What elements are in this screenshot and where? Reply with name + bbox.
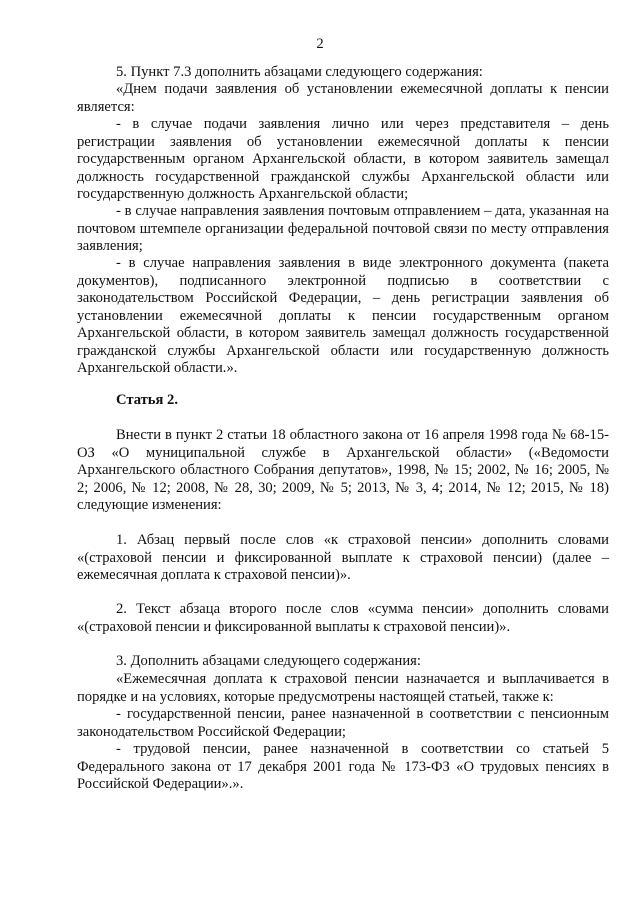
paragraph-bullet-postal: - в случае направления заявления почтовым отправлением – дата, указанная на почтовом штемпеле организации федеральной почтовой связи по месту отправления заявления;: [77, 203, 609, 254]
paragraph-change-3: 3. Дополнить абзацами следующего содержания:: [116, 653, 421, 669]
paragraph-quote-intro: «Днем подачи заявления об установлении ежемесячной доплаты к пенсии является:: [77, 81, 609, 115]
paragraph-bullet-personal: - в случае подачи заявления лично или через представителя – день регистрации заявления об установлении ежемесячной доплаты к пенсии государственным органом Архангельской области, в котором заявитель замещал должность государственной гражданской службы Архангельской области или государственную должность Архангельской области;: [77, 116, 609, 202]
paragraph-change-2: 2. Текст абзаца второго после слов «сумма пенсии» дополнить словами «(страховой пенсии и фиксированной выплаты к страховой пенсии)».: [77, 601, 609, 635]
paragraph-bullet-electronic: - в случае направления заявления в виде электронного документа (пакета документов), подписанного электронной подписью в соответствии с законодательством Российской Федерации, – день регистрации заявления об установлении ежемесячной доплаты к пенсии государственным органом Архангельской области, в котором заявитель замещал должность государственной гражданской службы Архангельской области или государственную должность Архангельской области.».: [77, 255, 609, 376]
paragraph-article2-intro: Внести в пункт 2 статьи 18 областного закона от 16 апреля 1998 года № 68-15-ОЗ «О муниципальной службе в Архангельской области» («Ведомости Архангельского областного Собрания депутатов», 1998, № 15; 2002, № 16; 2005, № 2; 2006, № 12; 2008, № 28, 30; 2009, № 5; 2013, № 3, 4; 2014, № 12; 2015, № 18) следующие изменения:: [77, 427, 609, 513]
paragraph-bullet-state-pension: - государственной пенсии, ранее назначенной в соответствии с пенсионным законодательством Российской Федерации;: [77, 706, 609, 740]
paragraph-bullet-labour-pension: - трудовой пенсии, ранее назначенной в соответствии со статьей 5 Федерального закона от 17 декабря 2001 года № 173-ФЗ «О трудовых пенсиях в Российской Федерации».».: [77, 741, 609, 792]
page-number: 2: [316, 36, 324, 52]
paragraph-change-1: 1. Абзац первый после слов «к страховой пенсии» дополнить словами «(страховой пенсии и фиксированной выплате к страховой пенсии) (далее – ежемесячная доплата к страховой пенсии)».: [77, 532, 609, 583]
article-heading: Статья 2.: [116, 392, 178, 408]
paragraph-item-5: 5. Пункт 7.3 дополнить абзацами следующего содержания:: [116, 64, 483, 80]
paragraph-quote-pension: «Ежемесячная доплата к страховой пенсии назначается и выплачивается в порядке и на условиях, которые предусмотрены настоящей статьей, также к:: [77, 671, 609, 705]
